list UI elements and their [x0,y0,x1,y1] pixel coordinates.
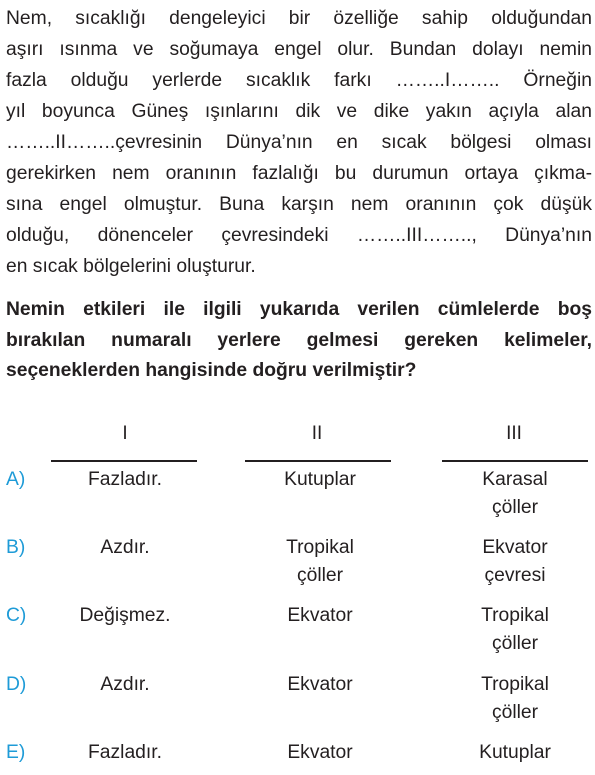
column-divider-iii [442,460,588,462]
option-cell-line: çöller [491,702,539,723]
column-header-i: I [122,423,128,444]
option-cell-ii [235,739,405,767]
column-header-ii: II [311,423,323,444]
option-cell-line: Fazladır. [88,469,162,490]
option-cell-ii [235,671,405,699]
option-cell-line: çöller [491,633,539,654]
option-cell-iii [430,739,595,767]
option-letter-d[interactable]: D) [6,674,27,695]
passage-text [6,3,592,282]
option-letter-e[interactable]: E) [6,742,26,763]
option-cell-line: Ekvator [287,742,353,763]
question-line: bırakılan numaralı yerlere gelmesi gereken kelimeler, [6,329,592,351]
option-cell-line: çöller [491,497,539,518]
option-cell-line: Tropikal [286,537,354,558]
column-header-iii: III [506,423,522,444]
option-cell-iii [430,466,595,522]
passage-line: sına engel olmuştur. Buna karşın nem oranının çok düşük [6,194,592,215]
option-cell-line: Azdır. [100,674,150,695]
passage-line: yıl boyunca Güneş ışınlarını dik ve dike yakın açıyla alan [6,101,592,122]
passage-line: ……..II……..çevresinin Dünya’nın en sıcak bölgesi olması [6,132,592,153]
column-divider-ii [245,460,391,462]
option-cell-line: Ekvator [482,537,548,558]
option-cell-line: Ekvator [287,674,353,695]
option-cell-i [40,534,210,562]
passage-line: olduğu, dönenceler çevresindeki ……..III…….., Dünya’nın [6,225,592,246]
option-cell-i [40,739,210,767]
passage-line: en sıcak bölgelerini oluşturur. [6,256,256,277]
option-cell-line: Karasal [482,469,548,490]
option-cell-line: Azdır. [100,537,150,558]
option-cell-iii [430,671,595,727]
passage-line: Nem, sıcaklığı dengeleyici bir özelliğe sahip olduğundan [6,8,592,29]
option-cell-line: Tropikal [481,605,549,626]
option-cell-line: Fazladır. [88,742,162,763]
option-cell-line: Ekvator [287,605,353,626]
option-letter-b[interactable]: B) [6,537,26,558]
question-stem [6,295,592,387]
option-cell-line: Kutuplar [284,469,356,490]
passage-line: aşırı ısınma ve soğumaya engel olur. Bundan dolayı nemin [6,39,592,60]
option-cell-i [40,602,210,630]
question-line: Nemin etkileri ile ilgili yukarıda verilen cümlelerde boş [6,299,592,320]
passage-line: fazla olduğu yerlerde sıcaklık farkı ……..I…….. Örneğin [6,70,592,91]
option-letter-c[interactable]: C) [6,605,27,626]
option-cell-ii [235,466,405,494]
option-cell-ii [235,602,405,630]
option-cell-line: Kutuplar [479,742,551,763]
option-cell-line: Tropikal [481,674,549,695]
option-letter-a[interactable]: A) [6,469,26,490]
passage-line: gerekirken nem oranının fazlalığı bu durumun ortaya çıkma- [6,163,592,184]
option-cell-line: çöller [296,565,344,586]
option-cell-ii [235,534,405,590]
option-cell-iii [430,534,595,590]
option-cell-line: Değişmez. [79,605,171,626]
option-cell-i [40,466,210,494]
option-cell-line: çevresi [484,565,546,586]
option-cell-i [40,671,210,699]
option-cell-iii [430,602,595,658]
question-line: seçeneklerden hangisinde doğru verilmiştir? [6,360,417,381]
column-divider-i [51,460,197,462]
